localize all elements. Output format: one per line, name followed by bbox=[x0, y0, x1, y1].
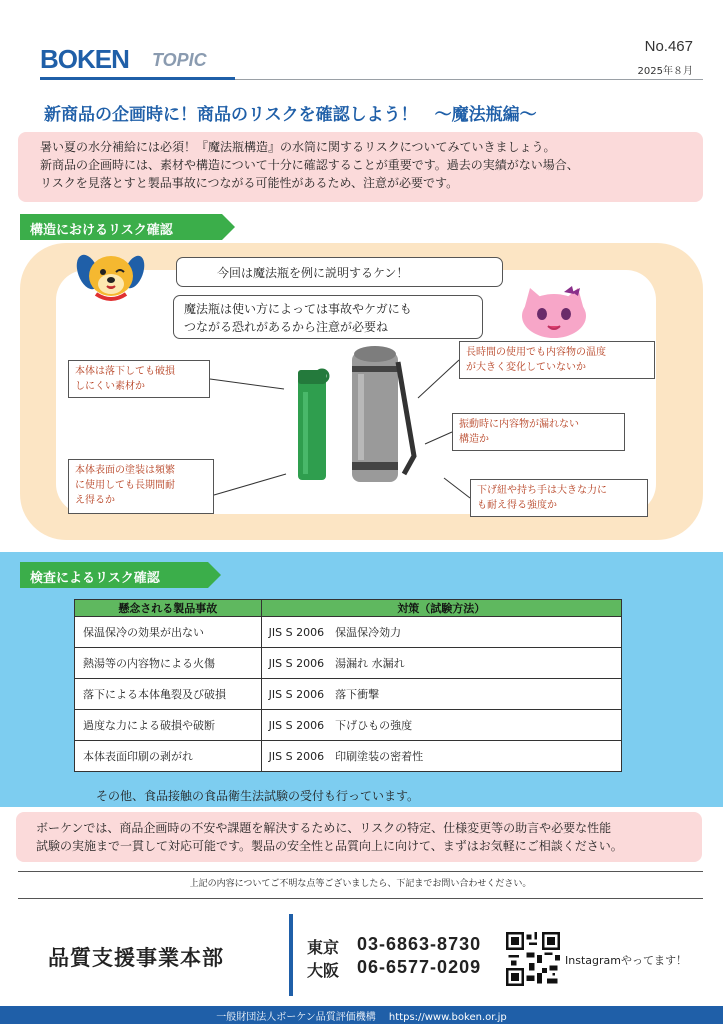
note-line: え得るか bbox=[75, 495, 115, 506]
risk-note-strap bbox=[470, 479, 648, 517]
table-row bbox=[75, 617, 622, 648]
risk-note-drop bbox=[68, 360, 210, 398]
speech-bubble-dog: 今回は魔法瓶を例に説明するケン！ bbox=[176, 257, 503, 287]
brand-subtitle: TOPIC bbox=[152, 50, 207, 70]
note-line: も耐え得る強度か bbox=[477, 500, 557, 511]
qr-code-icon[interactable] bbox=[506, 932, 560, 986]
divider bbox=[18, 898, 703, 899]
note-line: 振動時に内容物が漏れない bbox=[459, 419, 579, 430]
intro-line: リスクを見落とすと製品事故につながる可能性があるため、注意が必要です。 bbox=[40, 176, 459, 190]
note-line: 長時間の使用でも内容物の温度 bbox=[466, 347, 606, 358]
table-cell: 熱湯等の内容物による火傷 bbox=[75, 648, 262, 679]
contact-note-line: 試験の実施まで一貫して対応可能です。製品の安全性と品質向上に向けて、まずはお気軽にご相談ください。 bbox=[36, 839, 623, 853]
gray-bottle-icon bbox=[344, 344, 420, 486]
table-note: その他、食品接触の食品衛生法試験の受付も行っています。 bbox=[96, 789, 420, 803]
department-name: 品質支援事業本部 bbox=[48, 946, 224, 970]
divider bbox=[18, 871, 703, 872]
contact-note-line: ボーケンでは、商品企画時の不安や課題を解決するために、リスクの特定、仕様変更等の助言や必要な性能 bbox=[36, 821, 612, 835]
note-line: 本体は落下しても破損 bbox=[75, 366, 175, 377]
table-row bbox=[75, 710, 622, 741]
table-cell: JIS S 2006 湯漏れ 水漏れ bbox=[261, 648, 621, 679]
note-line: 本体表面の塗装は頻繁 bbox=[75, 465, 175, 476]
speech-bubble-cat bbox=[173, 295, 483, 339]
dog-mascot-icon bbox=[74, 250, 150, 308]
risk-note-coating bbox=[68, 459, 214, 514]
tokyo-label: 東京 bbox=[307, 938, 340, 957]
bubble-line: 魔法瓶は使い方によっては事故やケガにも bbox=[184, 302, 412, 316]
note-line: 構造か bbox=[459, 434, 489, 445]
table-cell: 本体表面印刷の剥がれ bbox=[75, 741, 262, 772]
bubble-line: つながる恐れがあるから注意が必要ね bbox=[184, 320, 389, 334]
table-cell: JIS S 2006 下げひもの強度 bbox=[261, 710, 621, 741]
risk-table bbox=[74, 599, 622, 772]
osaka-phone[interactable]: 06-6577-0209 bbox=[357, 957, 482, 977]
osaka-label: 大阪 bbox=[307, 961, 340, 980]
table-cell: JIS S 2006 印刷塗装の密着性 bbox=[261, 741, 621, 772]
risk-note-temperature bbox=[459, 341, 655, 379]
table-cell: 落下による本体亀裂及び破損 bbox=[75, 679, 262, 710]
issue-date: 2025年８月 bbox=[637, 66, 693, 77]
section-tag-structure: 構造におけるリスク確認 bbox=[20, 214, 222, 240]
intro-line: 新商品の企画時には、素材や構造について十分に確認することが重要です。過去の実績がない場合、 bbox=[40, 158, 579, 172]
note-line: 下げ紐や持ち手は大きな力に bbox=[477, 485, 607, 496]
inquiry-text: 上記の内容についてご不明な点等ございましたら、下記までお問い合わせください。 bbox=[189, 879, 532, 889]
green-bottle-icon bbox=[292, 362, 332, 482]
tokyo-phone[interactable]: 03-6863-8730 bbox=[357, 934, 482, 954]
table-cell: JIS S 2006 落下衝撃 bbox=[261, 679, 621, 710]
table-cell: 保温保冷の効果が出ない bbox=[75, 617, 262, 648]
section-tag-inspection: 検査によるリスク確認 bbox=[20, 562, 208, 588]
table-cell: JIS S 2006 保温保冷効力 bbox=[261, 617, 621, 648]
page-title: 新商品の企画時に！商品のリスクを確認しよう！ ～魔法瓶編～ bbox=[44, 105, 537, 125]
issue-number: No.467 bbox=[644, 38, 693, 55]
table-cell: 過度な力による破損や破断 bbox=[75, 710, 262, 741]
cat-mascot-icon bbox=[514, 286, 594, 342]
note-line: に使用しても長期間耐 bbox=[75, 480, 175, 491]
brand-logo: BOKEN bbox=[40, 44, 129, 74]
column-header: 懸念される製品事故 bbox=[75, 600, 262, 617]
table-header-row bbox=[75, 600, 622, 617]
table-row bbox=[75, 679, 622, 710]
footer-bar: 一般財団法人ボーケン品質評価機構 https://www.boken.or.jp bbox=[0, 1006, 723, 1024]
note-line: が大きく変化していないか bbox=[466, 362, 586, 373]
contact-note-box bbox=[16, 812, 702, 862]
note-line: しにくい素材か bbox=[75, 381, 145, 392]
contact-divider bbox=[289, 914, 293, 996]
intro-line: 暑い夏の水分補給には必須！『魔法瓶構造』の水筒に関するリスクについてみていきましょう。 bbox=[40, 140, 556, 154]
column-header: 対策（試験方法） bbox=[261, 600, 621, 617]
risk-note-leak bbox=[452, 413, 625, 451]
table-row bbox=[75, 741, 622, 772]
instagram-text: Instagramやってます！ bbox=[565, 954, 687, 967]
table-row bbox=[75, 648, 622, 679]
